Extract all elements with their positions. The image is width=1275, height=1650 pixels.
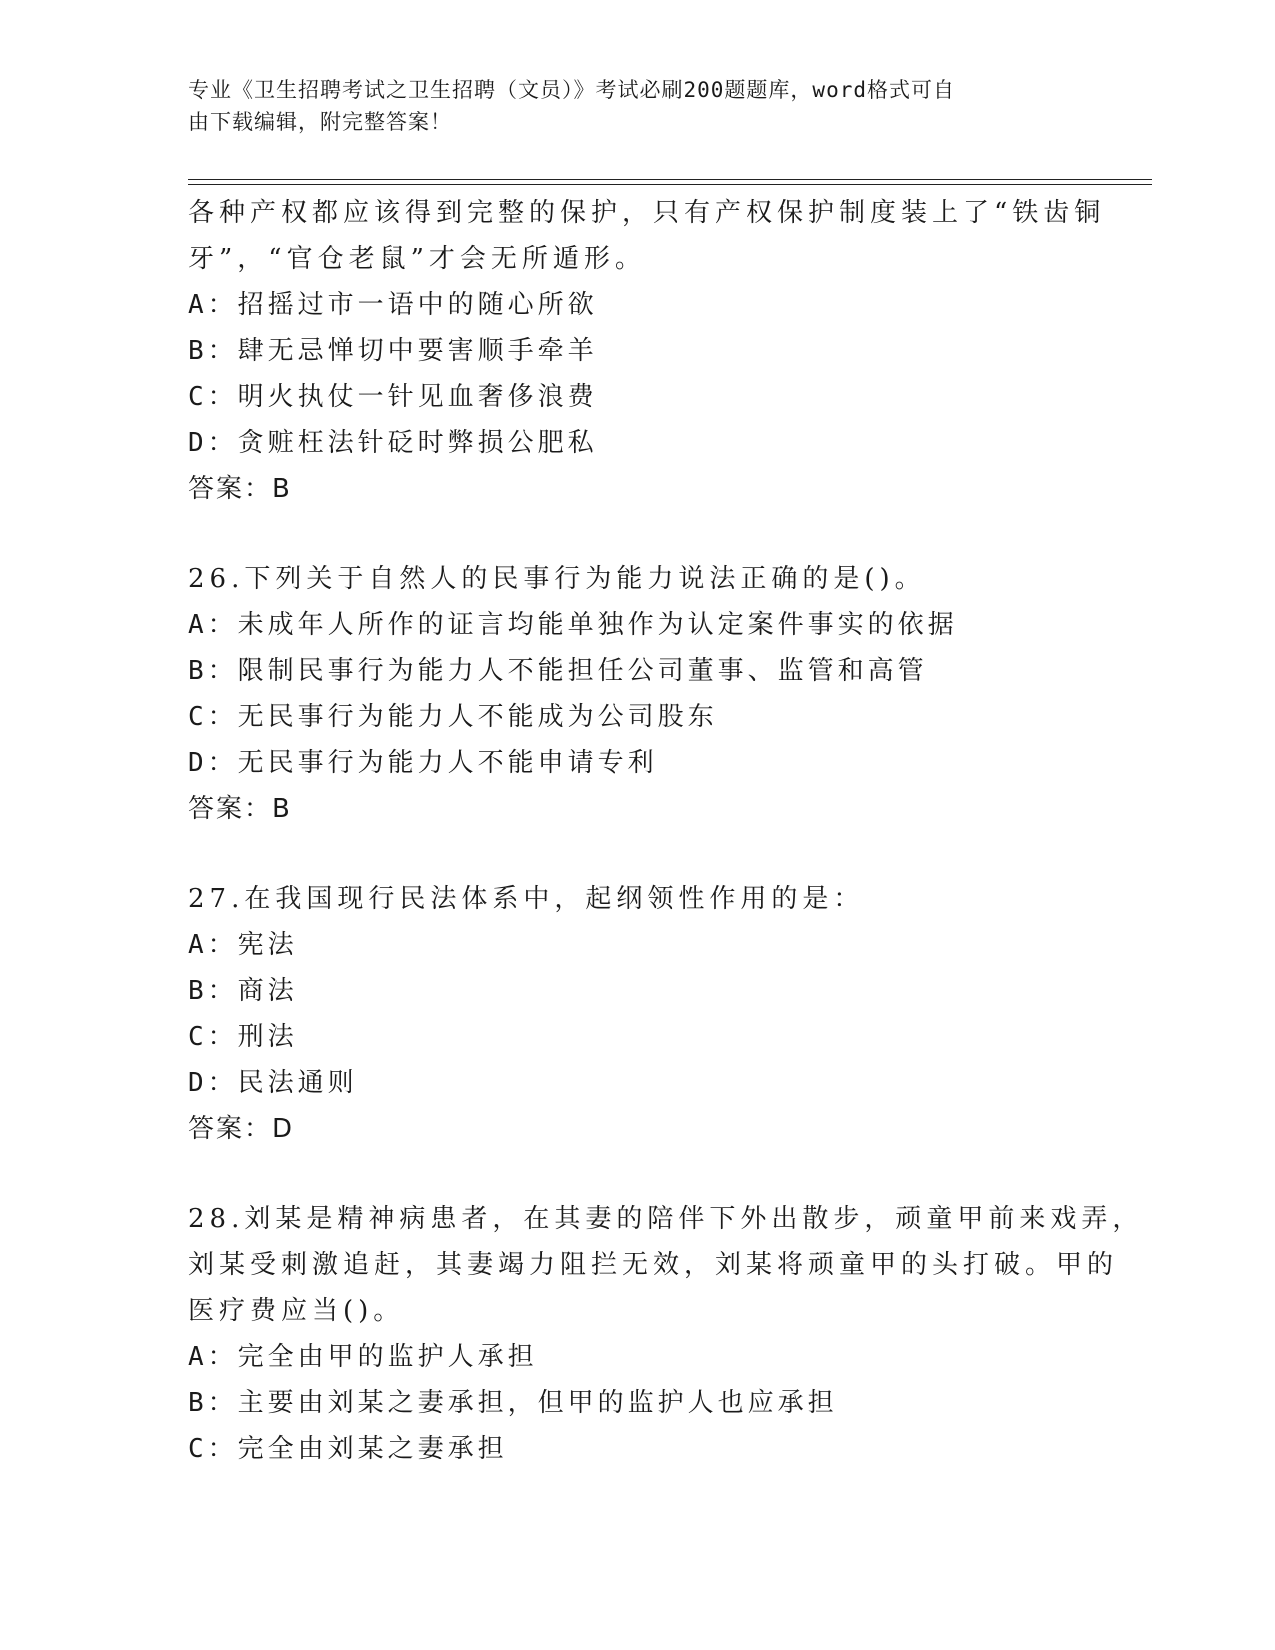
option-a: A：未成年人所作的证言均能单独作为认定案件事实的依据 [188,610,958,640]
question-stem: 26.下列关于自然人的民事行为能力说法正确的是()。 [188,564,926,594]
question-stem: 27.在我国现行民法体系中，起纲领性作用的是： [188,884,865,914]
header-rule-top [188,179,1152,180]
answer: 答案：D [188,1114,295,1144]
option-b: B：主要由刘某之妻承担，但甲的监护人也应承担 [188,1388,838,1418]
header-rule-bottom [188,184,1152,185]
option-a: A：完全由甲的监护人承担 [188,1342,538,1372]
question-stem: 各种产权都应该得到完整的保护，只有产权保护制度装上了“铁齿铜 [188,198,1106,228]
question-26 [188,556,1148,832]
question-27 [188,876,1148,1152]
option-d: D：民法通则 [188,1068,358,1098]
option-b: B：商法 [188,976,298,1006]
answer: 答案：B [188,474,292,504]
question-stem: 医疗费应当()。 [188,1296,405,1326]
option-a: A：招摇过市一语中的随心所欲 [188,290,598,320]
option-d: D：无民事行为能力人不能申请专利 [188,748,658,778]
question-stem: 28.刘某是精神病患者，在其妻的陪伴下外出散步，顽童甲前来戏弄， [188,1204,1144,1234]
question-stem: 牙”，“官仓老鼠”才会无所遁形。 [188,244,646,274]
question-list [188,190,1148,1472]
option-d: D：贪赃枉法针砭时弊损公肥私 [188,428,598,458]
option-b: B：限制民事行为能力人不能担任公司董事、监管和高管 [188,656,928,686]
option-c: C：完全由刘某之妻承担 [188,1434,508,1464]
question-28 [188,1196,1148,1472]
header-line-2: 由下载编辑，附完整答案！ [188,110,452,134]
answer: 答案：B [188,794,292,824]
option-b: B：肆无忌惮切中要害顺手牵羊 [188,336,598,366]
question-stem: 刘某受刺激追赶，其妻竭力阻拦无效，刘某将顽童甲的头打破。甲的 [188,1250,1119,1280]
option-c: C：明火执仗一针见血奢侈浪费 [188,382,598,412]
option-c: C：无民事行为能力人不能成为公司股东 [188,702,718,732]
option-c: C：刑法 [188,1022,298,1052]
question-25 [188,190,1148,512]
header-line-1: 专业《卫生招聘考试之卫生招聘（文员）》考试必刷200题题库，word格式可自 [188,78,955,102]
document-header [188,74,1148,138]
option-a: A：宪法 [188,930,298,960]
